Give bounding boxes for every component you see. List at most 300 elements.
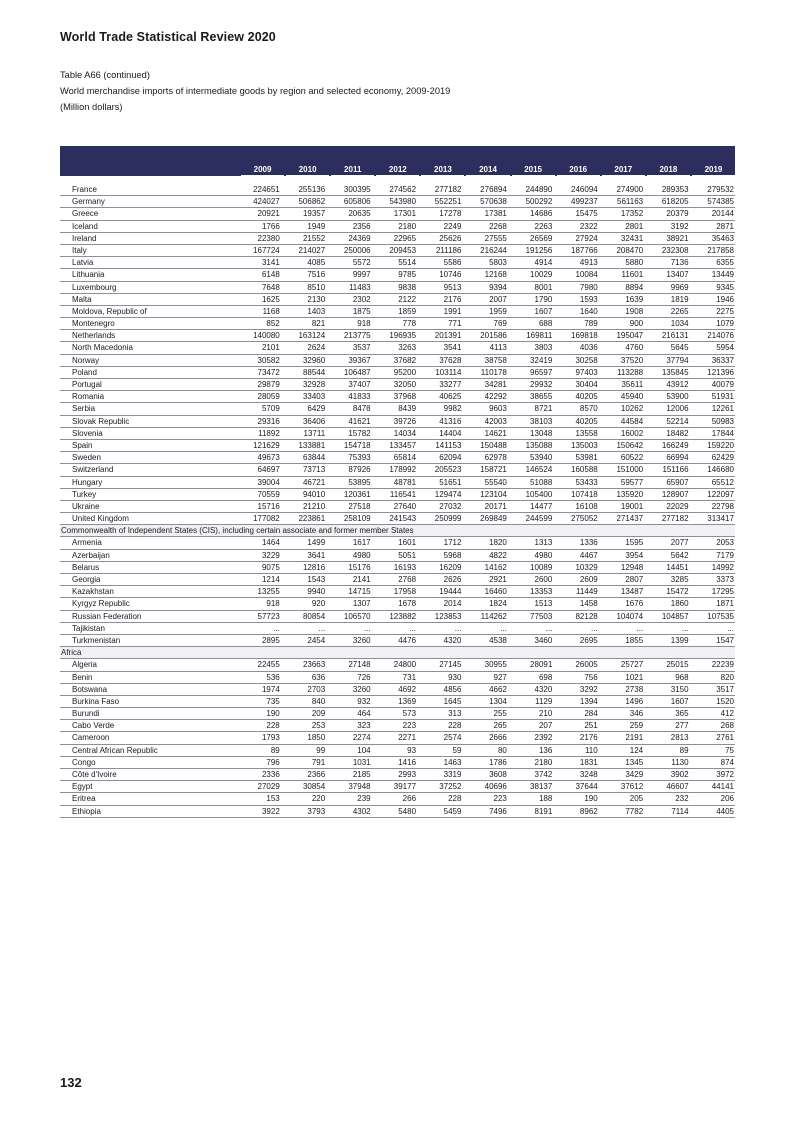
table-row — [60, 245, 735, 257]
value-cell: 244599 — [525, 514, 553, 524]
value-cell: 13487 — [620, 587, 644, 597]
value-cell: 1676 — [625, 599, 644, 609]
year-header: 2019 — [692, 164, 735, 176]
value-cell: 190 — [266, 709, 280, 719]
value-cell: 15176 — [348, 562, 371, 572]
economy-name: Eritrea — [72, 794, 96, 804]
value-cell: 4036 — [579, 343, 598, 353]
value-cell: ... — [545, 623, 553, 633]
value-cell: 2600 — [534, 575, 553, 584]
value-cell: 771 — [448, 319, 462, 329]
year-header: 2017 — [602, 164, 645, 176]
value-cell: 99 — [316, 745, 326, 755]
table-row — [60, 306, 735, 318]
value-cell: 2813 — [670, 733, 689, 743]
economy-name: North Macedonia — [72, 343, 133, 353]
value-cell: 15472 — [666, 587, 689, 597]
value-cell: 228 — [266, 721, 280, 731]
value-cell: 53981 — [575, 453, 598, 463]
value-cell: 735 — [266, 696, 280, 706]
value-cell: 7496 — [489, 806, 507, 816]
value-cell: 14621 — [484, 428, 507, 438]
value-cell: 2176 — [579, 733, 598, 743]
value-cell: 1547 — [716, 635, 734, 645]
value-cell: 178992 — [389, 465, 417, 475]
value-cell: 82128 — [575, 611, 598, 621]
value-cell: 110178 — [480, 367, 507, 377]
value-cell: 271437 — [616, 514, 644, 524]
value-cell: 4538 — [489, 635, 507, 645]
economy-name: Russian Federation — [72, 611, 142, 621]
economy-name: United Kingdom — [72, 514, 129, 524]
value-cell: 412 — [720, 709, 734, 719]
value-cell: 2180 — [534, 757, 553, 767]
table-row — [60, 184, 735, 196]
economy-name: Turkey — [72, 489, 97, 499]
table-body — [60, 184, 735, 818]
value-cell: 1369 — [398, 696, 417, 706]
value-cell: 266 — [402, 794, 417, 804]
economy-name: Italy — [72, 245, 87, 255]
table-row — [60, 233, 735, 245]
value-cell: 3248 — [579, 770, 598, 779]
value-cell: 120361 — [343, 489, 371, 499]
value-cell: 17295 — [711, 587, 734, 597]
value-cell: 1607 — [534, 306, 553, 316]
table-row — [60, 635, 735, 647]
value-cell: 29316 — [257, 416, 280, 426]
value-cell: 44141 — [711, 782, 734, 792]
value-cell: 284 — [584, 709, 598, 719]
economy-name: Egypt — [72, 782, 93, 792]
value-cell: 12816 — [302, 562, 326, 572]
value-cell: 5880 — [625, 258, 644, 268]
page-number: 132 — [60, 1075, 82, 1090]
value-cell: 636 — [311, 672, 326, 682]
value-cell: 570638 — [480, 197, 507, 207]
value-cell: 88544 — [302, 367, 326, 377]
value-cell: 232308 — [661, 245, 689, 255]
value-cell: 1991 — [443, 306, 462, 316]
value-cell: ... — [363, 623, 371, 633]
table-row — [60, 318, 735, 330]
value-cell: 9982 — [443, 404, 462, 414]
value-cell: 1130 — [671, 757, 689, 767]
value-cell: 133881 — [298, 440, 326, 450]
value-cell: 7136 — [670, 258, 689, 268]
value-cell: 228 — [448, 721, 462, 731]
value-cell: 18482 — [666, 428, 689, 438]
value-cell: 3260 — [352, 684, 371, 694]
value-cell: 32431 — [620, 233, 644, 243]
value-cell: 44584 — [620, 416, 644, 426]
value-cell: 95200 — [393, 367, 417, 377]
value-cell: 2703 — [307, 684, 326, 694]
table-row — [60, 769, 735, 781]
value-cell: 37407 — [348, 380, 371, 389]
economy-name: Cabo Verde — [72, 721, 115, 731]
value-cell: ... — [409, 623, 417, 633]
value-cell: 3972 — [716, 770, 734, 779]
value-cell: 94010 — [302, 489, 326, 499]
value-cell: 38137 — [530, 782, 553, 792]
value-cell: 5954 — [716, 343, 734, 353]
value-cell: 23663 — [302, 660, 326, 670]
value-cell: 253 — [311, 721, 326, 731]
value-cell: 42003 — [484, 416, 507, 426]
value-cell: 8570 — [579, 404, 598, 414]
value-cell: 10029 — [530, 270, 553, 280]
table-row — [60, 221, 735, 233]
value-cell: 13048 — [530, 428, 553, 438]
value-cell: ... — [727, 623, 734, 633]
value-cell: 35611 — [621, 380, 644, 389]
value-cell: 24800 — [393, 660, 417, 670]
year-header: 2009 — [241, 164, 284, 176]
value-cell: 3285 — [670, 575, 689, 584]
value-cell: 9838 — [398, 282, 417, 292]
value-cell: 30258 — [575, 355, 598, 365]
value-cell: 1464 — [261, 538, 280, 548]
value-cell: 2993 — [398, 770, 417, 779]
value-cell: 2130 — [307, 294, 326, 304]
value-cell: 4980 — [352, 550, 371, 560]
economy-name: Lithuania — [72, 270, 105, 280]
table-row — [60, 330, 735, 342]
value-cell: 239 — [357, 794, 371, 804]
value-cell: 10262 — [620, 404, 644, 414]
value-cell: 3192 — [670, 221, 689, 231]
value-cell: 158721 — [480, 465, 507, 475]
economy-name: Slovak Republic — [72, 416, 130, 426]
value-cell: 1875 — [352, 306, 371, 316]
value-cell: 3319 — [443, 770, 462, 779]
value-cell: 41316 — [439, 416, 462, 426]
value-cell: 2101 — [261, 343, 280, 353]
value-cell: 37948 — [348, 782, 371, 792]
value-cell: 22455 — [257, 660, 280, 670]
value-cell: 154718 — [343, 440, 371, 450]
value-cell: 16460 — [484, 587, 507, 597]
value-cell: 27145 — [439, 660, 462, 670]
value-cell: 40205 — [575, 392, 598, 402]
value-cell: 2695 — [579, 635, 598, 645]
value-cell: 265 — [493, 721, 507, 731]
value-cell: 196935 — [389, 331, 417, 341]
table-row — [60, 806, 735, 818]
value-cell: 365 — [675, 709, 689, 719]
value-cell: 75 — [725, 745, 734, 755]
value-cell: 13407 — [666, 270, 689, 280]
value-cell: 1593 — [579, 294, 598, 304]
value-cell: 21210 — [302, 501, 326, 511]
value-cell: 208470 — [616, 245, 644, 255]
value-cell: 279532 — [707, 185, 734, 194]
table-row — [60, 282, 735, 294]
value-cell: 9345 — [716, 282, 734, 292]
value-cell: 37794 — [666, 355, 689, 365]
value-cell: 1513 — [534, 599, 553, 609]
value-cell: 14162 — [484, 562, 507, 572]
value-cell: 2574 — [443, 733, 462, 743]
value-cell: 34281 — [484, 380, 507, 389]
value-cell: 11892 — [258, 428, 280, 438]
value-cell: 57723 — [257, 611, 280, 621]
value-cell: 11601 — [621, 270, 644, 280]
value-cell: 14686 — [530, 209, 553, 219]
value-cell: 277182 — [661, 514, 689, 524]
value-cell: 2014 — [443, 599, 462, 609]
value-cell: 5051 — [398, 550, 417, 560]
value-cell: 3641 — [307, 550, 326, 560]
value-cell: 2191 — [625, 733, 644, 743]
table-row — [60, 586, 735, 598]
value-cell: 1786 — [489, 757, 507, 767]
value-cell: 14451 — [666, 562, 689, 572]
value-cell: 77503 — [530, 611, 553, 621]
value-cell: 75393 — [348, 453, 371, 463]
year-header: 2013 — [421, 164, 464, 176]
value-cell: 151000 — [616, 465, 644, 475]
value-cell: 15716 — [257, 501, 280, 511]
value-cell: 14715 — [348, 587, 371, 597]
value-cell: 121629 — [253, 440, 280, 450]
value-cell: 250006 — [343, 245, 371, 255]
value-cell: 2336 — [261, 770, 280, 779]
value-cell: 2366 — [307, 770, 326, 779]
year-header: 2010 — [286, 164, 329, 176]
value-cell: 277 — [675, 721, 689, 731]
value-cell: 93 — [407, 745, 417, 755]
value-cell: 17352 — [620, 209, 644, 219]
value-cell: 2322 — [579, 221, 598, 231]
value-cell: 1458 — [579, 599, 598, 609]
value-cell: 32419 — [530, 355, 553, 365]
year-header: 2011 — [331, 164, 374, 176]
value-cell: 4913 — [579, 258, 598, 268]
group-label: Africa — [60, 647, 735, 658]
table-row — [60, 464, 735, 476]
value-cell: 177082 — [253, 514, 280, 524]
value-cell: 1313 — [534, 538, 553, 548]
value-cell: 80854 — [302, 611, 326, 621]
value-cell: 169811 — [526, 331, 553, 341]
value-cell: 146524 — [525, 465, 553, 475]
value-cell: 3793 — [307, 806, 326, 816]
value-cell: 25626 — [439, 233, 462, 243]
table-row — [60, 684, 735, 696]
value-cell: 104074 — [616, 611, 644, 621]
value-cell: 15782 — [348, 428, 371, 438]
value-cell: 167724 — [253, 245, 280, 255]
value-cell: 5572 — [352, 258, 371, 268]
value-cell: 731 — [402, 672, 417, 682]
value-cell: 1496 — [625, 696, 644, 706]
value-cell: 2265 — [670, 306, 689, 316]
table-row — [60, 623, 735, 635]
value-cell: 573 — [402, 709, 417, 719]
economy-name: Switzerland — [72, 465, 114, 475]
value-cell: 60522 — [620, 453, 644, 463]
value-cell: 210 — [538, 709, 553, 719]
value-cell: 30854 — [302, 782, 326, 792]
value-cell: 4320 — [443, 635, 462, 645]
value-cell: ... — [500, 623, 507, 633]
value-cell: 150642 — [616, 440, 644, 450]
value-cell: 1712 — [443, 538, 462, 548]
value-cell: 106570 — [343, 611, 371, 621]
value-cell: 241543 — [389, 514, 417, 524]
value-cell: 65512 — [711, 477, 734, 487]
value-cell: 214027 — [298, 245, 326, 255]
value-cell: 38921 — [666, 233, 689, 243]
economy-name: Cameroon — [72, 733, 110, 743]
table-row — [60, 257, 735, 269]
value-cell: 2176 — [443, 294, 462, 304]
value-cell: 36337 — [711, 355, 734, 365]
value-cell: 6429 — [307, 404, 326, 414]
value-cell: 9940 — [307, 587, 326, 597]
value-cell: 1543 — [307, 575, 326, 584]
economy-name: Netherlands — [72, 331, 116, 341]
value-cell: 3803 — [534, 343, 553, 353]
table-row — [60, 781, 735, 793]
value-cell: 820 — [720, 672, 734, 682]
value-cell: 1855 — [625, 635, 644, 645]
value-cell: 8894 — [625, 282, 644, 292]
value-cell: 852 — [266, 319, 280, 329]
table-row — [60, 355, 735, 367]
value-cell: 209 — [311, 709, 326, 719]
value-cell: 255 — [493, 709, 507, 719]
value-cell: 1793 — [261, 733, 280, 743]
value-cell: 20144 — [711, 209, 734, 219]
value-cell: 146680 — [707, 465, 734, 475]
economy-name: Norway — [72, 355, 100, 365]
value-cell: 25727 — [620, 660, 644, 670]
value-cell: 30955 — [484, 660, 507, 670]
value-cell: 36406 — [302, 416, 326, 426]
value-cell: 5645 — [670, 343, 689, 353]
value-cell: 2666 — [489, 733, 507, 743]
value-cell: 40079 — [711, 380, 734, 389]
value-cell: 53895 — [348, 477, 371, 487]
value-cell: 133457 — [389, 440, 417, 450]
value-cell: 32928 — [302, 380, 326, 389]
value-cell: 2141 — [352, 575, 371, 584]
table-row — [60, 196, 735, 208]
value-cell: 7114 — [671, 806, 689, 816]
value-cell: 32960 — [302, 355, 326, 365]
economy-name: Kyrgyz Republic — [72, 599, 130, 609]
value-cell: 5968 — [443, 550, 462, 560]
value-cell: 63844 — [302, 453, 326, 463]
value-cell: 3517 — [716, 684, 734, 694]
economy-name: Botswana — [72, 684, 108, 694]
value-cell: 7980 — [579, 282, 598, 292]
value-cell: 191256 — [525, 245, 553, 255]
value-cell: ... — [681, 623, 689, 633]
value-cell: 2738 — [625, 684, 644, 694]
value-cell: 3537 — [352, 343, 371, 353]
value-cell: 726 — [357, 672, 371, 682]
value-cell: 2263 — [534, 221, 553, 231]
value-cell: 37644 — [575, 782, 598, 792]
value-cell: 1790 — [534, 294, 553, 304]
value-cell: 163124 — [298, 331, 326, 341]
table-row — [60, 367, 735, 379]
value-cell: 195047 — [616, 331, 644, 341]
value-cell: 9997 — [352, 270, 371, 280]
value-cell: 4302 — [352, 806, 371, 816]
value-cell: 53940 — [530, 453, 553, 463]
value-cell: 151166 — [662, 465, 689, 475]
value-cell: 10746 — [439, 270, 462, 280]
value-cell: 277182 — [434, 185, 462, 194]
value-cell: 39367 — [348, 355, 371, 365]
value-cell: 9513 — [443, 282, 462, 292]
value-cell: 4113 — [489, 343, 507, 353]
value-cell: 5803 — [489, 258, 507, 268]
value-cell: 89 — [270, 745, 280, 755]
value-cell: 9075 — [261, 562, 280, 572]
value-cell: 140080 — [253, 331, 280, 341]
value-cell: 123104 — [480, 489, 507, 499]
value-cell: 2609 — [579, 575, 598, 584]
value-cell: 1307 — [352, 599, 371, 609]
economy-name: Armenia — [72, 538, 102, 548]
value-cell: 122097 — [707, 489, 734, 499]
value-cell: 65907 — [666, 477, 689, 487]
value-cell: 1871 — [716, 599, 734, 609]
value-cell: 19444 — [439, 587, 462, 597]
value-cell: 8001 — [534, 282, 553, 292]
value-cell: 29932 — [530, 380, 553, 389]
value-cell: 16209 — [439, 562, 462, 572]
value-cell: 4760 — [625, 343, 644, 353]
value-cell: 688 — [538, 319, 553, 329]
economy-name: France — [72, 185, 97, 194]
economy-name: Belarus — [72, 562, 100, 572]
value-cell: 7648 — [261, 282, 280, 292]
value-cell: 13255 — [257, 587, 280, 597]
table-row — [60, 208, 735, 220]
value-cell: 12948 — [620, 562, 644, 572]
value-cell: 840 — [311, 696, 326, 706]
table-row — [60, 659, 735, 671]
table-row — [60, 562, 735, 574]
table-row — [60, 793, 735, 805]
table-row — [60, 720, 735, 732]
value-cell: 17381 — [484, 209, 507, 219]
value-cell: 275052 — [571, 514, 598, 524]
value-cell: 920 — [311, 599, 326, 609]
value-cell: 52214 — [666, 416, 689, 426]
value-cell: 3429 — [625, 770, 644, 779]
value-cell: 1336 — [579, 538, 598, 548]
value-cell: 216131 — [661, 331, 689, 341]
table-unit: (Million dollars) — [60, 102, 123, 112]
value-cell: 160588 — [571, 465, 598, 475]
value-cell: 30404 — [575, 380, 598, 389]
value-cell: 2249 — [443, 221, 462, 231]
value-cell: 10084 — [575, 270, 598, 280]
value-cell: 39177 — [393, 782, 417, 792]
value-cell: 30582 — [257, 355, 280, 365]
table-row — [60, 269, 735, 281]
value-cell: 64697 — [257, 465, 280, 475]
value-cell: 19357 — [302, 209, 326, 219]
